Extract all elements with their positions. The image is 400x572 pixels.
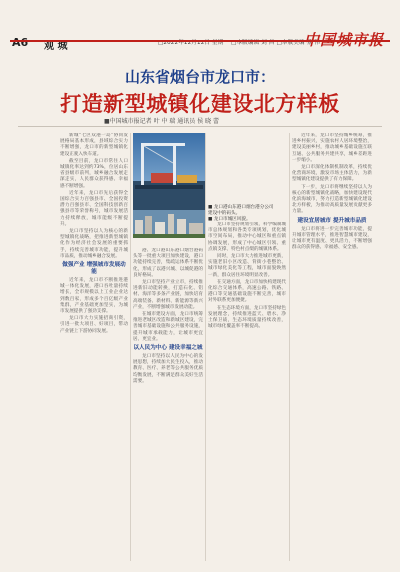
header-rule xyxy=(10,40,390,42)
column-divider xyxy=(130,133,131,561)
dateline: □2022年12月12日 星期一 □本版编辑 刘 昌 □本版美编 景 伟 xyxy=(158,40,321,46)
subheading: 做强产业 增强城市发展动能 xyxy=(62,262,126,276)
paragraph: 下一步，龙口市将继续坚持以人为核心的新型城镇化战略，加快建设现代化滨海城市，努力打造新型城镇化建设北方样板，为推动高质量发展贡献更多力量。 xyxy=(292,184,372,215)
article-byline: ■中国城市报记者 叶 中 瑞 通讯员 侯 晓 蕾 xyxy=(104,118,220,125)
paragraph: 在城市建设方面，龙口市统筹推进老城区改造和新城区建设，完善城市基础设施和公共服务设施，提升城市承载能力，让城市更宜居、更宜业。 xyxy=(133,312,203,342)
title-divider xyxy=(18,126,382,127)
paragraph: 近年来，龙口市不断推进港城一体化发展，港口吞吐量持续增长，全市规模以上工业企业达到数百家，形成多个百亿级产业集群，产业基础更加坚实，为城市发展提供了强劲支撑。 xyxy=(60,278,128,315)
paragraph: 龙口市大力实施招商引资，引进一批大项目、好项目，带动产业链上下游协同发展。 xyxy=(60,316,128,334)
photo-caption: ■ 龙口港山东港口烟台港分公司建设中的码头。 xyxy=(208,205,274,216)
paragraph: 龙口市坚持产业立市，持续推进新旧动能转换，打造石化、铝材、海洋等多条产业链，加快培育高端装备、新材料、新能源等新兴产业，不断增强城市发展动能。 xyxy=(133,280,203,310)
paragraph: 龙口市将进一步完善城市功能，提升城市管理水平，推进智慧城市建设，让城市更有温度、更具活力，不断增强群众的获得感、幸福感、安全感。 xyxy=(292,226,372,251)
paragraph: 港、龙口港山东港口烟台港码头等一批重大项目加快建设，港口功能持续完善，集疏运体系不断优化，形成了以港兴城、以城促港的良好格局。 xyxy=(133,248,203,278)
page-number: A6 xyxy=(12,36,29,49)
article-kicker: 山东省烟台市龙口市： xyxy=(124,68,275,86)
paragraph: 近年来，龙口市先后获得全国综合实力百强县市、全国投资潜力百强县市、全国科技创新百强县市等荣誉称号，城市发展活力持续释放，城市能级不断提升。 xyxy=(60,190,128,227)
paragraph: 龙口市坚持以人为核心的新型城镇化战略，把推进新型城镇化作为经济社会发展的重要抓手，持续完善城市功能，提升城市品质，推动城乡融合发展。 xyxy=(60,229,128,259)
photo-city-view xyxy=(133,210,205,238)
paragraph: 同时，龙口市大力推进城市更新，实施老旧小区改造、背街小巷整治、城市绿化美化等工程，城市面貌焕然一新，群众居住环境明显改善。 xyxy=(208,254,286,278)
paragraph: 龙口市深化体制机制改革，持续优化营商环境，激发市场主体活力，为新型城镇化建设提供了有力保障。 xyxy=(292,165,372,183)
paragraph: 龙口市坚持规划引领，科学编制城市总体规划和各类专项规划，优化城市空间布局，推动中心城区和重点镇协调发展，形成了中心城区引领、重点镇支撑、特色村点缀的城镇体系。 xyxy=(208,222,286,252)
paragraph: 在生态环境方面，龙口市坚持绿色发展理念，持续推进蓝天、碧水、净土保卫战，生态环境质量持续改善，城市绿化覆盖率不断提高。 xyxy=(208,305,286,330)
page-header xyxy=(10,14,390,58)
photo-port-crane xyxy=(133,133,205,210)
column-divider xyxy=(205,133,206,561)
paragraph: 在交通方面，龙口市加快构建现代化综合交通体系，高速公路、铁路、港口等交通基础设施不断完善，城市对外联系更加便捷。 xyxy=(208,279,286,304)
text-column-2 xyxy=(133,248,203,563)
subheading: 建设宜居城市 提升城市品质 xyxy=(297,217,367,224)
article-title: 打造新型城镇化建设北方样板 xyxy=(60,91,340,116)
paragraph: 近年来，龙口市坚持城乡统筹，推进乡村振兴，实施农村人居环境整治，建设美丽乡村，推动城乡基础设施互联互通、公共服务共建共享，城乡差距进一步缩小。 xyxy=(292,133,372,163)
subheading: 以人民为中心 建设幸福之城 xyxy=(133,345,203,352)
column-divider xyxy=(289,133,290,561)
paragraph: 龙口市坚持以人民为中心的发展思想，持续加大民生投入，推动教育、医疗、养老等公共服务优质均衡发展，不断满足群众美好生活需要。 xyxy=(133,354,203,384)
photo-caption: ■ 龙口市城区风貌。 xyxy=(208,217,251,222)
text-column-1 xyxy=(60,133,128,563)
text-column-3 xyxy=(208,222,286,562)
newspaper-logo: 中国城市报 xyxy=(303,31,384,49)
section-name: 观 城 xyxy=(44,41,68,52)
paragraph: 截至目前，龙口市常住人口城镇化率达到约73%，位居山东省县级市前列，城乡融合发展走深走实，人民群众获得感、幸福感不断增强。 xyxy=(60,158,128,189)
photo-captions xyxy=(208,205,278,223)
paragraph: 新城“七区双港一岛”协同发展格局基本形成，县域综合实力不断增强，龙口市的新型城镇化建设正驶入快车道。 xyxy=(60,133,128,157)
text-column-4 xyxy=(292,133,372,563)
